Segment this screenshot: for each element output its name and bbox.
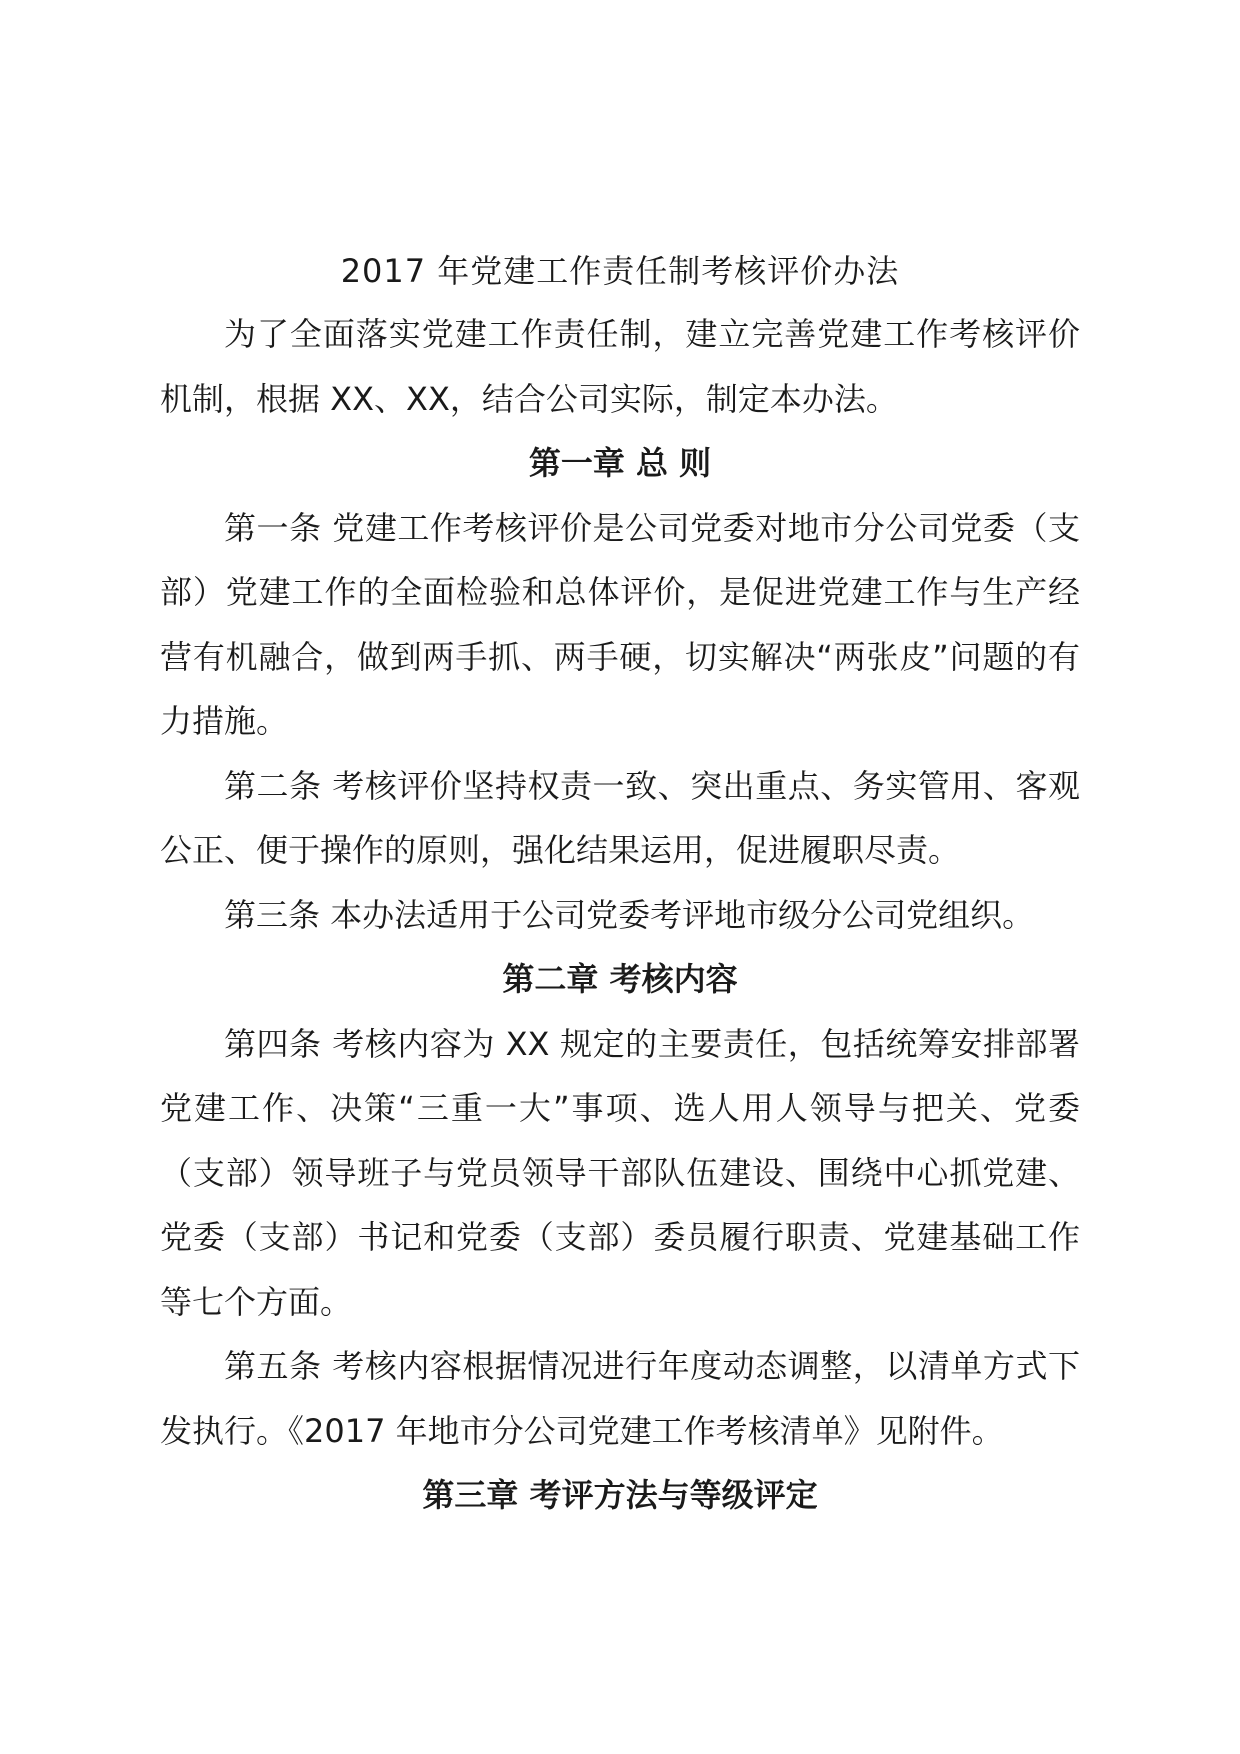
article-2: 第二条 考核评价坚持权责一致、突出重点、务实管用、客观公正、便于操作的原则，强化结果运用，促进履职尽责。 [160, 766, 1080, 869]
document-page [160, 250, 1080, 1528]
article-1: 第一条 党建工作考核评价是公司党委对地市分公司党委（支部）党建工作的全面检验和总体评价，是促进党建工作与生产经营有机融合，做到两手抓、两手硬，切实解决“两张皮”问题的有力措施。 [160, 508, 1080, 740]
article-5: 第五条 考核内容根据情况进行年度动态调整，以清单方式下发执行。《2017 年地市分公司党建工作考核清单》见附件。 [160, 1347, 1080, 1450]
article-4: 第四条 考核内容为 XX 规定的主要责任，包括统筹安排部署党建工作、决策“三重一大”事项、选人用人领导与把关、党委（支部）领导班子与党员领导干部队伍建设、围绕中心抓党建、党委（支部）书记和党委（支部）委员履行职责、党建基础工作等七个方面。 [160, 1024, 1080, 1321]
chapter-3-heading: 第三章 考评方法与等级评定 [422, 1476, 818, 1514]
article-3: 第三条 本办法适用于公司党委考评地市级分公司党组织。 [224, 895, 1035, 934]
chapter-1-heading: 第一章 总 则 [528, 444, 712, 482]
intro-paragraph: 为了全面落实党建工作责任制，建立完善党建工作考核评价机制，根据 XX、XX，结合公司实际，制定本办法。 [160, 315, 1080, 418]
document-title: 2017 年党建工作责任制考核评价办法 [340, 252, 900, 290]
chapter-2-heading: 第二章 考核内容 [502, 960, 738, 998]
